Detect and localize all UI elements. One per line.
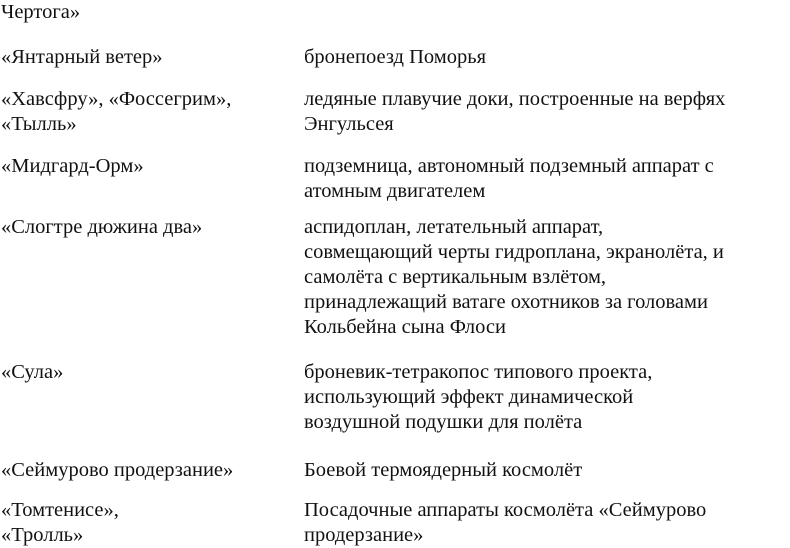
description-cell xyxy=(304,498,706,548)
term-line: «Слогтре дюжина два» xyxy=(1,216,203,238)
term-line: «Сеймурово продерзание» xyxy=(1,459,234,481)
description-line: ледяные плавучие доки, построенные на верфях xyxy=(304,88,726,110)
term-cell xyxy=(1,45,163,70)
term-line: «Тролль» xyxy=(1,524,84,546)
description-cell xyxy=(304,87,725,137)
description-cell xyxy=(304,360,652,435)
description-line: использующий эффект динамической xyxy=(304,386,634,408)
term-line: «Сула» xyxy=(1,361,64,383)
description-line: продерзание» xyxy=(304,524,424,546)
term-cell xyxy=(1,215,202,240)
description-line: Боевой термоядерный космолёт xyxy=(304,459,583,481)
term-line: «Хавсфру», «Фоссегрим», xyxy=(1,88,232,110)
term-line: «Янтарный ветер» xyxy=(1,46,163,68)
description-cell xyxy=(304,215,724,340)
term-cell xyxy=(1,154,144,179)
term-cell xyxy=(1,458,233,483)
term-line: «Тылль» xyxy=(1,113,77,135)
description-cell xyxy=(304,154,714,204)
description-line: подземница, автономный подземный аппарат с xyxy=(304,155,714,177)
description-line: аспидоплан, летательный аппарат, xyxy=(304,216,604,238)
description-cell xyxy=(304,45,486,70)
description-line: самолёта с вертикальным взлётом, xyxy=(304,266,607,288)
description-cell xyxy=(304,458,582,483)
term-cell xyxy=(1,0,80,25)
description-line: совмещающий черты гидроплана, экранолёта, и xyxy=(304,241,724,263)
description-line: броневик-тетракопос типового проекта, xyxy=(304,361,653,383)
description-line: атомным двигателем xyxy=(304,180,486,202)
term-cell xyxy=(1,87,231,137)
term-line: «Томтенисе», xyxy=(1,499,119,521)
description-line: Энгульсея xyxy=(304,113,394,135)
term-cell xyxy=(1,360,63,385)
term-line: Чертога» xyxy=(1,1,81,23)
description-line: Кольбейна сына Флоси xyxy=(304,316,506,338)
term-line: «Мидгард-Орм» xyxy=(1,155,144,177)
description-line: воздушной подушки для полёта xyxy=(304,411,583,433)
description-line: принадлежащий ватаге охотников за головами xyxy=(304,291,708,313)
description-line: бронепоезд Поморья xyxy=(304,46,487,68)
term-cell xyxy=(1,498,119,548)
description-line: Посадочные аппараты космолёта «Сеймурово xyxy=(304,499,707,521)
